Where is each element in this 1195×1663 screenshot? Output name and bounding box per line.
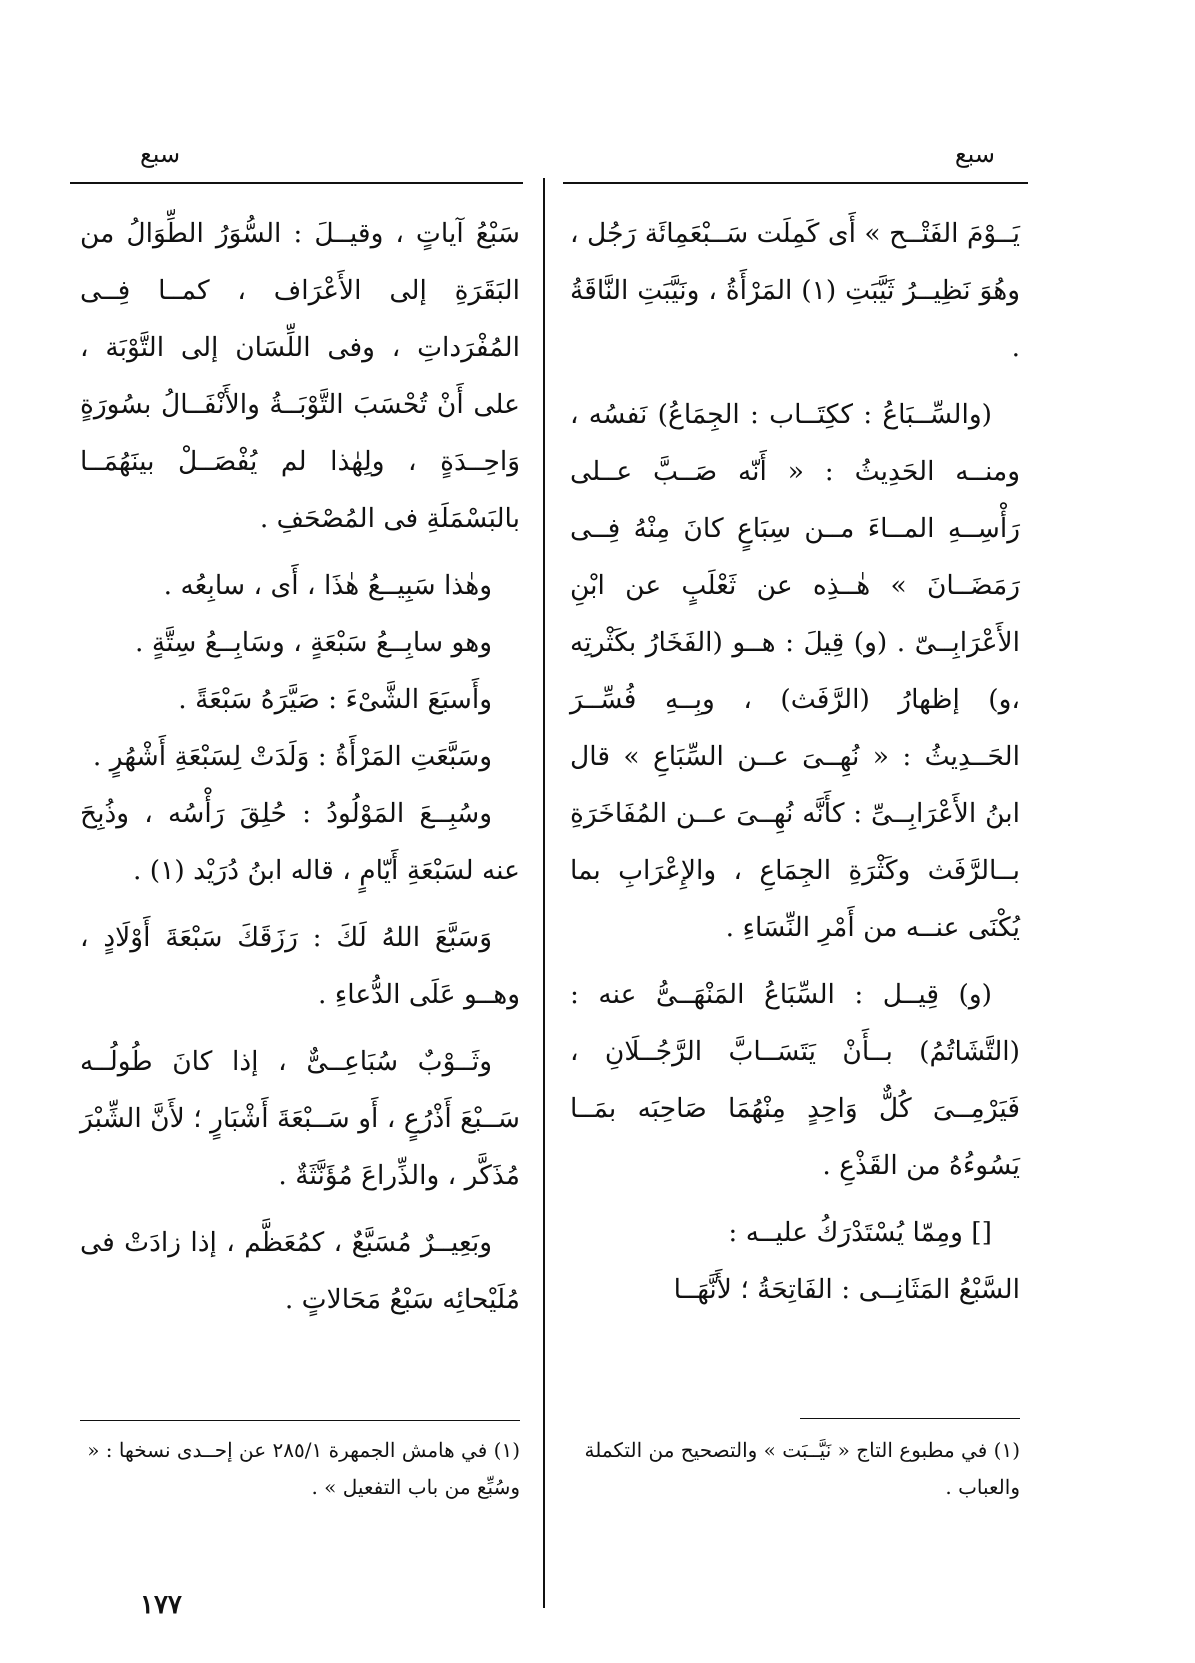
header-left-word: سبع (140, 140, 181, 168)
paragraph: السَّبْعُ المَثَانِــى : الفَاتِحَةُ ؛ لأَنَّهَــا (673, 1274, 1020, 1305)
footnote-rule-right (800, 1418, 1020, 1419)
paragraph: وأَسبَعَ الشَّىْءَ : صَيَّرَهُ سَبْعَةً . (178, 684, 492, 715)
paragraph: سَبْعُ آياتٍ ، وقيــلَ : السُّوَرُ الطِّوَالُ من البَقَرَةِ إلى الأَعْرَاف ، كمــا فِــى المُفْرَداتِ ، وفى اللِّسَان إلى التَّوْبَة ، على أَنْ تُحْسَبَ التَّوْبَــةُ والأَنْفَــالُ بسُورَةٍ وَاحِــدَةٍ ، ولِهٰذا لم يُفْصَــلْ بينَهُمَــا بالبَسْمَلَةِ فى المُصْحَفِ . (80, 218, 520, 534)
header-right-word: سبع (954, 140, 995, 168)
paragraph: وسَبَّعَتِ المَرْأَةُ : وَلَدَتْ لِسَبْعَةِ أَشْهُرٍ . (92, 741, 492, 772)
right-column (570, 205, 1020, 1318)
left-column (80, 205, 520, 1328)
paragraph: وبَعِيــرٌ مُسَبَّعٌ ، كمُعَظَّم ، إذا زادَتْ فى مُلَيْحائِه سَبْعُ مَحَالاتٍ . (80, 1227, 520, 1315)
page-number: ١٧٧ (140, 1590, 182, 1620)
header-rule-left (70, 182, 523, 184)
footnote-rule-left (80, 1420, 520, 1421)
footnote-left (80, 1432, 520, 1506)
header-rule-right (563, 182, 1028, 184)
paragraph: وَسَبَّعَ اللهُ لَكَ : رَزَقَكَ سَبْعَةَ أَوْلَادٍ ، وهــو عَلَى الدُّعاءِ . (80, 922, 520, 1010)
paragraph: [] ومِمّا يُسْتَدْرَكُ عليــه : (728, 1217, 992, 1248)
paragraph: وهو سابِــعُ سَبْعَةٍ ، وسَابِــعُ سِتَّةٍ . (135, 627, 492, 658)
paragraph: يَــوْمَ الفَتْــح » أَى كَمِلَت سَــبْعَمِائَة رَجُل ، وهُوَ نَظِيــرُ ثَيَّبَتِ (١) المَرْأَةُ ، ونَيَّبَتِ النَّاقَةُ . (570, 218, 1020, 363)
paragraph: (والسِّــبَاعُ : ككِتَــاب : الجِمَاعُ) نَفسُه ، ومنــه الحَدِيثُ : « أَنّه صَــبَّ عــلى رَأْسِــهِ المــاءَ مــن سِبَاعٍ كانَ مِنْهُ فِــى رَمَضَــانَ » هٰــذِه عن ثَعْلَبٍ عن ابْنِ الأَعْرَابِــىّ . (و) قِيلَ : هــو (الفَخَارُ بكَثْرتِه ،و) إظهارُ (الرَّفَث) ، وبِــهِ فُسِّــرَ الحَــدِيثُ : « نُهِــىَ عــن السِّبَاعِ » قال ابنُ الأَعْرَابِــىِّ : كأَنَّه نُهِــىَ عــن المُفَاخَرَةِ بــالرَّفَث وكَثْرَةِ الجِمَاعِ ، والإِعْرَابِ بما يُكْنَى عنــه من أَمْرِ النِّسَاءِ . (570, 399, 1020, 943)
paragraph: وسُبِــعَ المَوْلُودُ : حُلِقَ رَأْسُه ، وذُبِحَ عنه لسَبْعَةِ أَيّامٍ ، قاله ابنُ دُرَيْد (١) . (80, 798, 520, 886)
paragraph: وثَــوْبٌ سُبَاعِــىٌّ ، إذا كانَ طُولُــه سَــبْعَ أَذْرُعٍ ، أَو سَــبْعَةَ أَشْبَارٍ ؛ لأَنَّ الشِّبْرَ مُذَكَّر ، والذِّراعَ مُؤَنَّثَةٌ . (80, 1046, 520, 1191)
footnote-right (570, 1432, 1020, 1506)
paragraph: (و) قِيــل : السِّبَاعُ المَنْهَــىُّ عنه : (التَّشَاتُمُ) بــأَنْ يَتَسَــابَّ الرَّجُــلَانِ ، فَيَرْمِــىَ كُلٌّ وَاحِدٍ مِنْهُمَا صَاحِبَه بمَــا يَسُوءُهُ من القَذْعِ . (570, 979, 1020, 1181)
footnote-text: (١) في مطبوع التاج « نَيَّــبَت » والتصحيح من التكملة والعباب . (584, 1438, 1020, 1499)
footnote-text: (١) في هامش الجمهرة ٢٨٥/١ عن إحــدى نسخها : « وسُبِّع من باب التفعيل » . (87, 1438, 520, 1499)
paragraph: وهٰذا سَبِيــعُ هٰذَا ، أَى ، سابِعُه . (163, 570, 492, 601)
column-divider (543, 178, 545, 1608)
